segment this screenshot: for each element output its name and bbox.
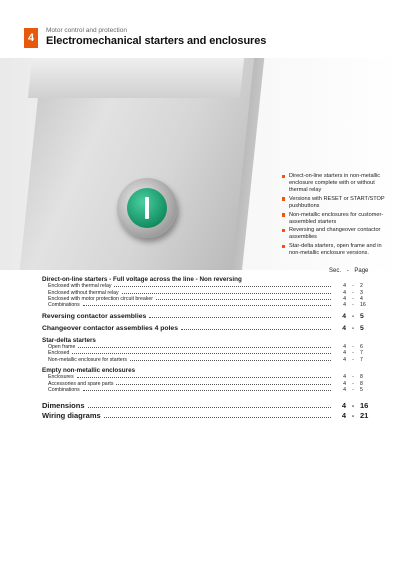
feature-item: Star-delta starters, open frame and in non-metallic enclosure versions. [282,243,394,257]
toc-row[interactable]: Enclosed 4 - 7 [48,350,363,357]
toc-row-reversing[interactable]: Reversing contactor assemblies 4 - 5 [42,312,364,320]
toc-row[interactable]: Enclosed with motor protection circuit breaker 4 - 4 [48,296,363,302]
toc-heading-empty-enclosures: Empty non-metallic enclosures [42,366,136,374]
sec-column-header: Sec. [329,268,342,274]
feature-item: Versions with RESET or START/STOP pushbuttons [282,196,394,210]
toc-row[interactable]: Accessories and spare parts 4 - 8 [48,380,363,387]
feature-item: Reversing and changeover contactor assemblies [282,227,394,241]
feature-item: Non-metallic enclosures for customer-assembled starters [282,212,394,226]
toc-row[interactable]: Open frame 4 - 6 [48,344,363,350]
toc-row[interactable]: Enclosures 4 - 8 [48,374,363,381]
section-supertitle: Motor control and protection [46,27,127,34]
feature-item: Direct-on-line starters in non-metallic enclosure complete with or without thermal relay [282,173,394,194]
chapter-badge: 4 [24,28,38,48]
toc-row[interactable]: Enclosed with thermal relay 4 - 2 [48,283,363,290]
toc-column-headers [325,268,368,274]
separator: - [346,268,349,274]
toc-row[interactable]: Combinations 4 - 16 [48,302,366,309]
toc-heading-dol: Direct-on-line starters - Full voltage across the line - Non reversing [42,276,242,283]
toc-row-wiring[interactable]: Wiring diagrams 4 - 21 [42,411,369,421]
toc-row[interactable]: Combinations 4 - 5 [48,386,363,393]
toc-row-dimensions[interactable]: Dimensions 4 - 16 [42,401,369,411]
page-column-header: Page [354,268,369,274]
toc-heading-star-delta: Star-delta starters [42,336,96,344]
toc-row[interactable]: Non-metallic enclosure for starters 4 - 7 [48,356,363,363]
toc-row[interactable]: Enclosed without thermal relay 4 - 3 [48,289,363,296]
toc-row-changeover[interactable]: Changeover contactor assemblies 4 poles 4 - 5 [42,324,364,332]
table-of-contents [42,276,372,421]
feature-list [282,173,394,259]
page-title: Electromechanical starters and enclosures [46,35,267,47]
